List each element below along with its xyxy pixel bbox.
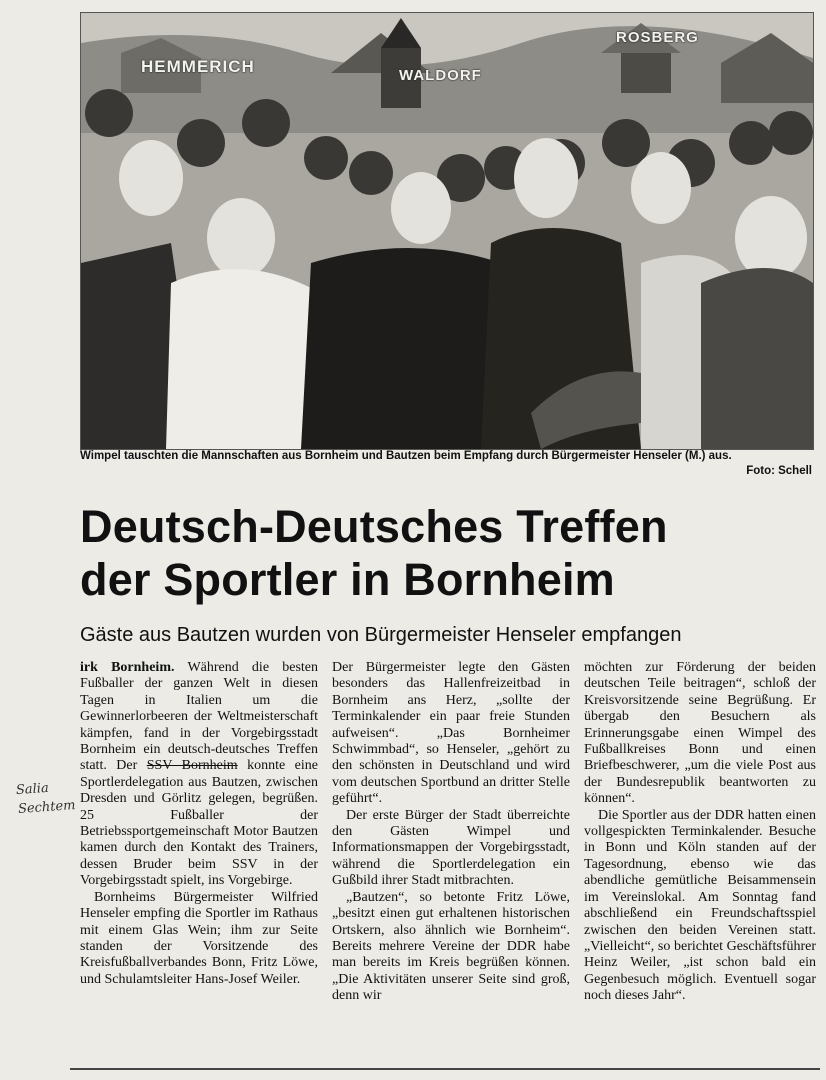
paragraph <box>80 660 318 890</box>
paragraph: Der erste Bürger der Stadt überreichte den Gästen Wimpel und Informationsmappen der Vorgebirgsstadt, während die Sportlerdelegation ein Gußbild ihrer Stadt mitbrachten. <box>332 807 570 889</box>
paragraph-text: konnte eine Sportlerdelegation aus Bautzen, zwischen Dresden und Görlitz gelegen, begrüßen. 25 Fußballer der Betriebssportgemeinschaft Motor Bautzen kamen durch den Kontakt des Trainers, dessen Bruder beim SSV in der Vorgebirgsstadt spielt, ins Vorgebirge. <box>80 758 318 889</box>
map-label-hemmerich: HEMMERICH <box>141 57 255 76</box>
photo-credit: Foto: Schell <box>746 465 812 477</box>
bottom-rule <box>70 1068 820 1070</box>
subheadline: Gäste aus Bautzen wurden von Bürgermeister Henseler empfangen <box>80 624 682 646</box>
article-column-2 <box>332 660 570 1005</box>
handwritten-note-line-1: Salia <box>15 780 50 799</box>
paragraph: „Bautzen“, so betonte Fritz Löwe, „besitzt einen gut erhaltenen historischen Ortskern, also ähnlich wie Bornheim“. Bereits mehrere Vereine der DDR habe man bereits im Kreis begrüßen können. „Die Aktivitäten unserer Seite sind groß, denn wir <box>332 889 570 1004</box>
handwritten-note-line-2: Sechtem <box>17 798 76 817</box>
photo-caption <box>80 449 812 477</box>
article-column-1 <box>80 660 318 988</box>
headline-line-1: Deutsch-Deutsches Treffen <box>80 501 668 552</box>
team-photo <box>80 12 814 450</box>
map-label-rosberg: ROSBERG <box>616 29 699 46</box>
headline-line-2: der Sportler in Bornheim <box>80 554 615 605</box>
dateline: irk Bornheim. <box>80 660 175 675</box>
headline <box>80 500 820 606</box>
paragraph: Die Sportler aus der DDR hatten einen vollgespickten Terminkalender. Besuche in Bonn und Köln standen auf der Tagesordnung, ebenso wie das abendliche gemütliche Beisammensein im Vereinslokal. Am Sonntag fand abschließend ein Freundschaftsspiel zwischen den beiden Vereinen statt. „Vielleicht“, so berichtet Geschäftsführer Heinz Weiler, „ist schon bald ein Gegenbesuch möglich. Eventuell sogar noch dieses Jahr“. <box>584 807 816 1004</box>
paragraph: Bornheims Bürgermeister Wilfried Henseler empfing die Sportler im Rathaus mit einem Glas Wein; ihm zur Seite standen der Vorsitzende des Kreisfußballverbandes Bonn, Fritz Löwe, und Schulamtsleiter Hans-Josef Weiler. <box>80 889 318 987</box>
paragraph: Der Bürgermeister legte den Gästen besonders das Hallenfreizeitbad in Bornheim ans Herz, „sollte der Terminkalender ein paar freie Stunden aufweisen“. „Das Bornheimer Schwimmbad“, so Henseler, „gehört zu den schönsten in Deutschland und wird vom deutschen Sportbund an dritter Stelle geführt“. <box>332 660 570 807</box>
article-column-3 <box>584 660 816 1005</box>
caption-text: Wimpel tauschten die Mannschaften aus Bornheim und Bautzen beim Empfang durch Bürgermeister Henseler (M.) aus. <box>80 450 732 462</box>
struck-text: SSV Bornheim <box>146 758 238 774</box>
paragraph-text: Während die besten Fußballer der ganzen Welt in diesen Tagen in Italien um die Gewinnerlorbeeren der Weltmeisterschaft kämpfen, fand in der Vorgebirgsstadt Bornheim ein deutsch-deutsches Treffen statt. Der <box>80 660 319 774</box>
paragraph: möchten zur Förderung der beiden deutschen Teile beitragen“, schloß der Kreisvorsitzende seine Begrüßung. Er übergab den Besuchern als Erinnerungsgabe einen Wimpel des Fußballkreises Bonn und einen Briefbeschwerer, „um die viele Post aus der Bundesrepublik beantworten zu können“. <box>584 660 816 807</box>
map-label-waldorf: WALDORF <box>399 67 482 84</box>
